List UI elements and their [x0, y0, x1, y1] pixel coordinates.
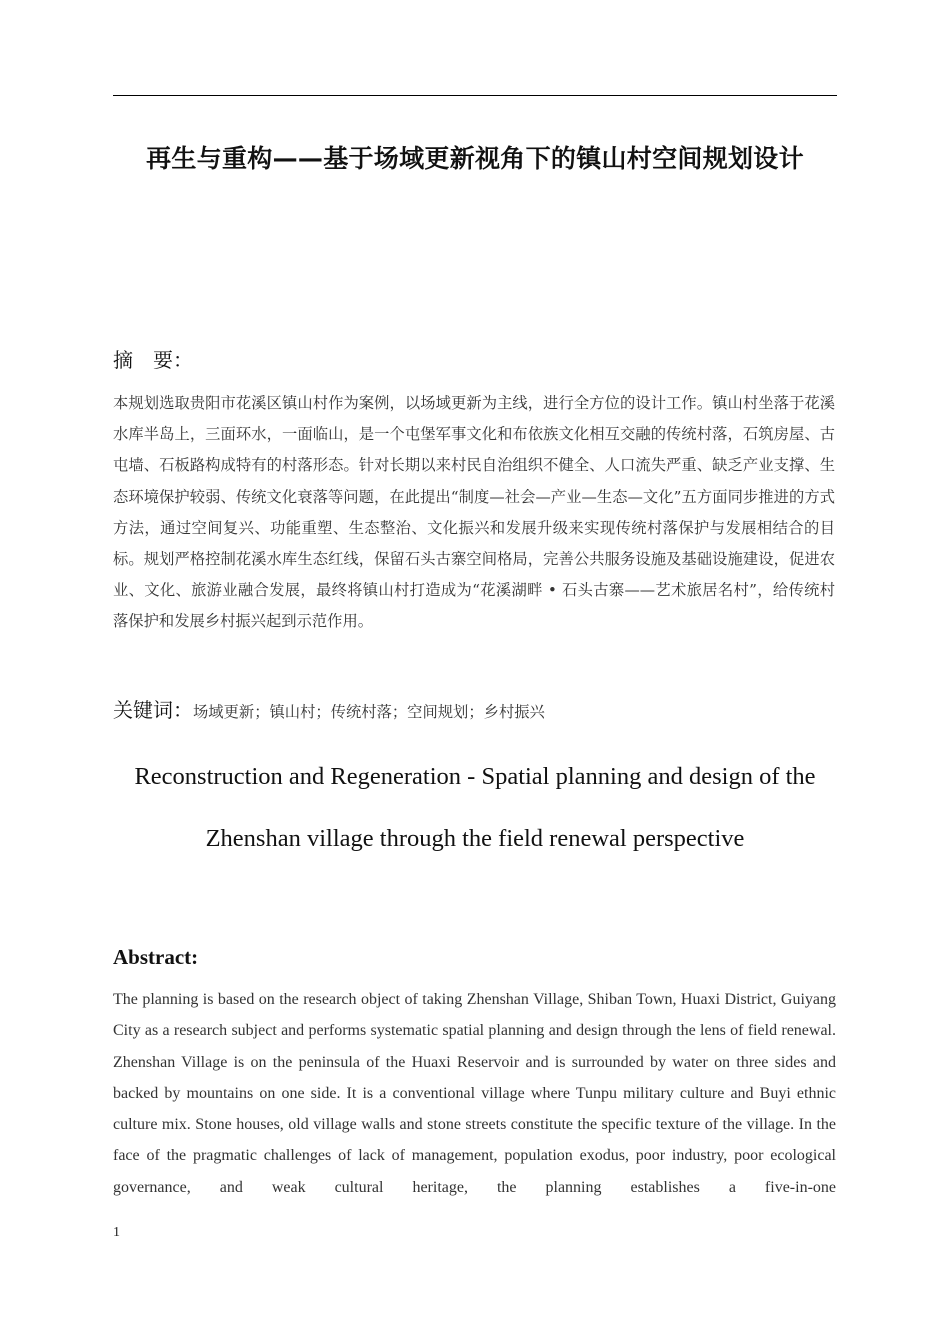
keywords-text: 场域更新；镇山村；传统村落；空间规划；乡村振兴: [193, 703, 545, 721]
keywords-label: 关键词：: [113, 698, 193, 722]
page-number: 1: [113, 1225, 120, 1240]
chinese-keywords: [113, 694, 837, 728]
chinese-abstract-body: 本规划选取贵阳市花溪区镇山村作为案例，以场域更新为主线，进行全方位的设计工作。镇山村坐落于花溪水库半岛上，三面环水，一面临山，是一个屯堡军事文化和布依族文化相互交融的传统村落，石筑房屋、古屯墙、石板路构成特有的村落形态。针对长期以来村民自治组织不健全、人口流失严重、缺乏产业支撑、生态环境保护较弱、传统文化衰落等问题，在此提出“制度—社会—产业—生态—文化”五方面同步推进的方式方法，通过空间复兴、功能重塑、生态整治、文化振兴和发展升级来实现传统村落保护与发展相结合的目标。规划严格控制花溪水库生态红线，保留石头古寨空间格局，完善公共服务设施及基础设施建设，促进农业、文化、旅游业融合发展，最终将镇山村打造成为“花溪湖畔 • 石头古寨——艺术旅居名村”，给传统村落保护和发展乡村振兴起到示范作用。: [113, 394, 835, 631]
english-abstract-heading: Abstract:: [113, 945, 199, 969]
chinese-abstract-heading: 摘 要：: [113, 348, 193, 372]
chinese-title: 再生与重构——基于场域更新视角下的镇山村空间规划设计: [146, 144, 804, 173]
header-rule: [113, 95, 837, 96]
english-title: Reconstruction and Regeneration - Spatial planning and design of the Zhenshan village through the field renewal perspective: [134, 763, 816, 852]
english-abstract-body: The planning is based on the research object of taking Zhenshan Village, Shiban Town, Huaxi District, Guiyang City as a research subject and performs systematic spatial planning and design through the lens of field renewal. Zhenshan Village is on the peninsula of the Huaxi Reservoir and is surrounded by water on three sides and backed by mountains on one side. It is a conventional village where Tunpu military culture and Buyi ethnic culture mix. Stone houses, old village walls and stone streets constitute the specific texture of the village. In the face of the pragmatic challenges of lack of management, population exodus, poor industry, poor ecological governance, and weak cultural heritage, the planning establishes a five-in-one: [113, 991, 836, 1196]
